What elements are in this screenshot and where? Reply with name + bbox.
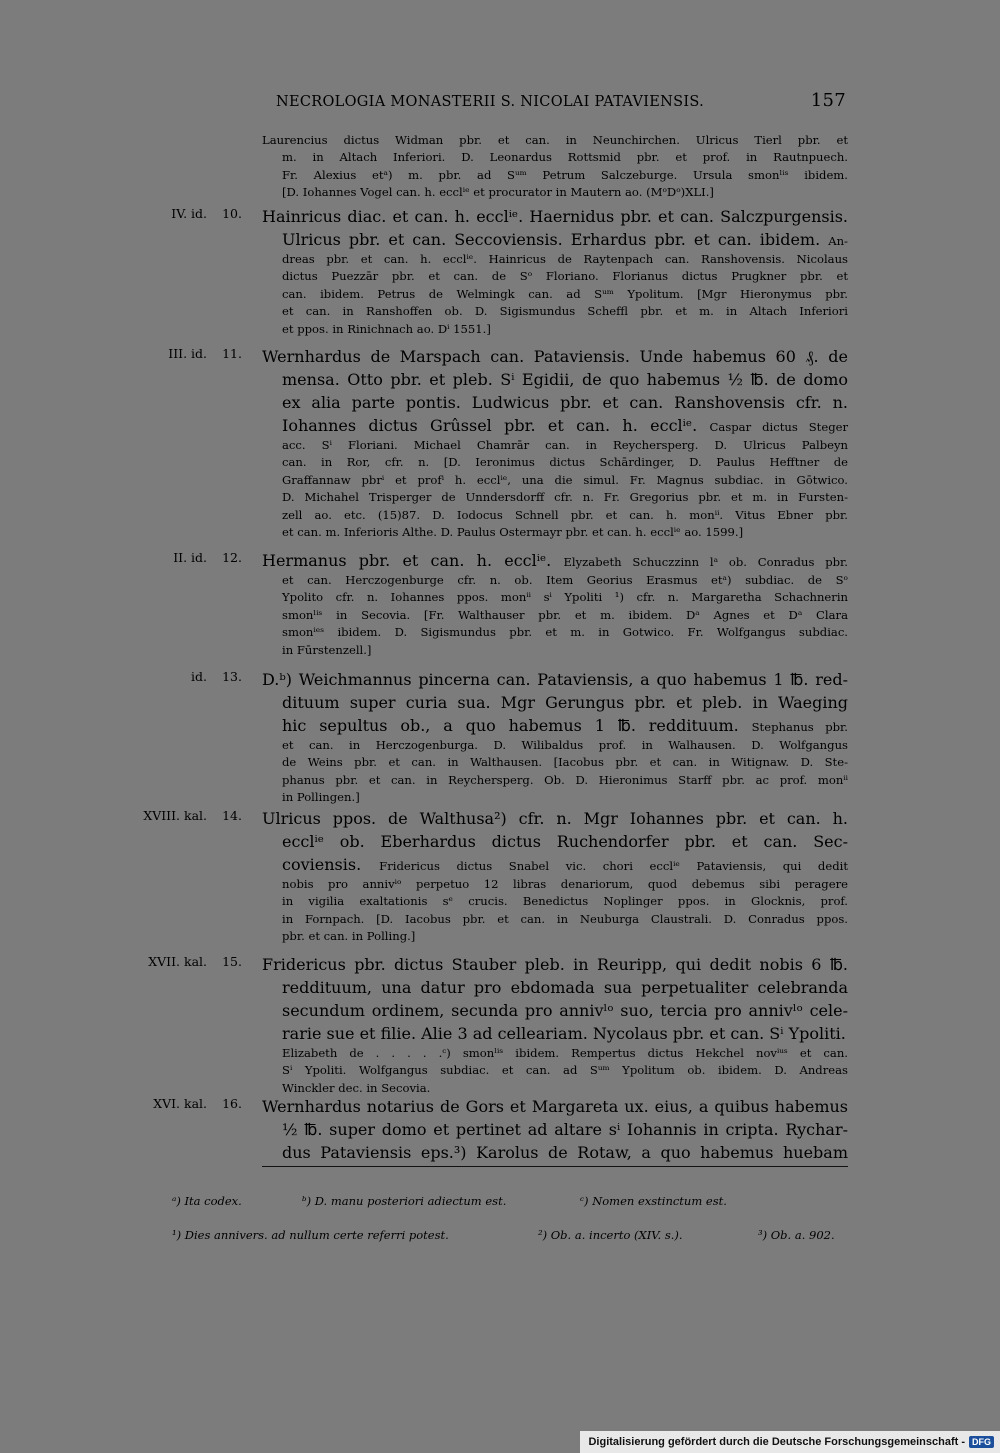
digitization-footer [580, 1431, 1000, 1453]
entry-line-secondary: m. in Altach Inferiori. D. Leonardus Rottsmid pbr. et prof. in Rautnpuech. [282, 150, 848, 165]
entry-date: XVIII. kal. [143, 808, 207, 823]
entry-line-secondary: Sⁱ Ypoliti. Wolfgangus subdiac. et can. ad Sᵘᵐ Ypolitum ob. ibidem. D. Andreas [282, 1063, 848, 1078]
entry-line-secondary: [D. Iohannes Vogel can. h. ecclⁱᵉ et procurator in Mautern ao. (MᵒDᵒ)XLI.] [282, 185, 714, 200]
entry-text [262, 549, 848, 659]
entry-day-number: 10. [222, 206, 242, 221]
entry-line-primary: Ulricus pbr. et can. Seccoviensis. Erhardus pbr. et can. ibidem. [282, 230, 821, 249]
entry-line-secondary: An- [828, 234, 848, 248]
entry-line-secondary: Fr. Alexius etᵃ) m. pbr. ad Sᵘᵐ Petrum Salczeburge. Ursula smonˡⁱˢ ibidem. [282, 167, 848, 182]
entry-line-primary: D.ᵇ) Weichmannus pincerna can. Pataviensis, a quo habemus 1 ℔. red- [262, 670, 848, 689]
entry-line-secondary: Elizabeth de . . . . .ᶜ) smonˡⁱˢ ibidem. Rempertus dictus Hekchel novⁱᵘˢ et can. [282, 1046, 848, 1060]
entry-day-number: 16. [222, 1096, 242, 1111]
entry-line-primary: Wernhardus de Marspach can. Pataviensis. Unde habemus 60 ₰. de [262, 347, 848, 366]
entry-text [262, 668, 848, 807]
entry-text [262, 345, 848, 541]
entry-line-secondary: et ppos. in Rinichnach ao. Dⁱ 1551.] [282, 321, 491, 336]
entry-line-primary: ecclⁱᵉ ob. Eberhardus dictus Ruchendorfer pbr. et can. Sec- [282, 832, 848, 851]
entry-line-primary: Iohannes dictus Grûssel pbr. et can. h. ecclⁱᵉ. [282, 416, 698, 435]
footnote-divider [262, 1166, 848, 1167]
entry-line-primary: reddituum, una datur pro ebdomada sua perpetualiter celebranda [282, 978, 848, 997]
entry-line-secondary: Fridericus dictus Snabel vic. chori ecclⁱᵉ Pataviensis, qui dedit [379, 859, 848, 873]
entry-text [262, 1095, 848, 1164]
entry-line-primary: dituum super curia sua. Mgr Gerungus pbr. et pleb. in Waeging [282, 693, 848, 712]
entry-line-secondary: can. in Ror, cfr. n. [D. Ieronimus dictus Schārdinger, D. Paulus Hefftner de [282, 455, 848, 470]
entry-date: id. [191, 669, 207, 684]
footnote-c: ᶜ) Nomen exstinctum est. [580, 1194, 727, 1208]
entry-line-secondary: et can. in Ranshoffen ob. D. Sigismundus Scheffl pbr. et m. in Altach Inferiori [282, 304, 848, 319]
entry-day-number: 15. [222, 954, 242, 969]
entry-date: XVII. kal. [148, 954, 207, 969]
entry-line-primary: secundum ordinem, secunda pro annivˡᵒ suo, tercia pro annivˡᵒ cele- [282, 1001, 848, 1020]
entry-line-secondary: Stephanus pbr. [751, 720, 848, 734]
dfg-logo: DFG [969, 1436, 994, 1448]
entry-line-primary: mensa. Otto pbr. et pleb. Sⁱ Egidii, de quo habemus ½ ℔. de domo [282, 370, 848, 389]
entry-day-number: 12. [222, 550, 242, 565]
entry-line-secondary: dreas pbr. et can. h. ecclⁱᵉ. Hainricus de Raytenpach can. Ranshovensis. Nicolaus [282, 252, 848, 266]
entry-date: III. id. [168, 346, 207, 361]
footnote-b: ᵇ) D. manu posteriori adiectum est. [302, 1194, 507, 1208]
entry-line-secondary: in Fūrstenzell.] [282, 642, 372, 657]
entry-line-secondary: D. Michahel Trisperger de Unndersdorff cfr. n. Fr. Gregorius pbr. et m. in Fursten- [282, 490, 848, 505]
entry-day-number: 11. [222, 346, 242, 361]
entry-line-secondary: Winckler dec. in Secovia. [282, 1080, 431, 1095]
footnote-a: ᵃ) Ita codex. [172, 1194, 242, 1208]
entry-line-primary: Hainricus diac. et can. h. ecclⁱᵉ. Haernidus pbr. et can. Salczpurgensis. [262, 207, 848, 226]
page-title: NECROLOGIA MONASTERII S. NICOLAI PATAVIENSIS. [276, 94, 705, 110]
entry-line-secondary: acc. Sⁱ Floriani. Michael Chamrār can. in Reychersperg. D. Ulricus Palbeyn [282, 438, 848, 452]
entry-line-primary: Hermanus pbr. et can. h. ecclⁱᵉ. [262, 551, 552, 570]
entry-line-secondary: in Fornpach. [D. Iacobus pbr. et can. in Neuburga Claustrali. D. Conradus ppos. [282, 911, 848, 926]
entry-line-secondary: in Pollingen.] [282, 790, 360, 805]
entry-line-secondary: et can. m. Inferioris Althe. D. Paulus Ostermayr pbr. et can. h. ecclⁱᵉ ao. 1599.] [282, 525, 744, 540]
entry-line-secondary: smonˡⁱˢ in Secovia. [Fr. Walthauser pbr. et m. ibidem. Dᵃ Agnes et Dᵃ Clara [282, 607, 848, 622]
entry-line-primary: Ulricus ppos. de Walthusa²) cfr. n. Mgr Iohannes pbr. et can. h. [262, 809, 848, 828]
entry-line-secondary: et can. in Herczogenburga. D. Wilibaldus prof. in Walhausen. D. Wolfgangus [282, 738, 848, 752]
entry-line-secondary: dictus Puezzār pbr. et can. de Sᵒ Floriano. Florianus dictus Prugkner pbr. et [282, 269, 848, 284]
entry-line-secondary: can. ibidem. Petrus de Welmingk can. ad Sᵘᵐ Ypolitum. [Mgr Hieronymus pbr. [282, 286, 848, 301]
entry-line-secondary: pbr. et can. in Polling.] [282, 929, 416, 944]
footer-text: Digitalisierung gefördert durch die Deutsche Forschungsgemeinschaft - [588, 1436, 965, 1448]
entry-day-number: 13. [222, 669, 242, 684]
entry-line-secondary: smonⁱᵉˢ ibidem. D. Sigismundus pbr. et m. in Gotwico. Fr. Wolfgangus subdiac. [282, 625, 848, 640]
entry-line-secondary: de Weins pbr. et can. in Walthausen. [Iacobus pbr. et can. in Witignaw. D. Ste- [282, 755, 848, 770]
page-number: 157 [810, 90, 846, 111]
entry-line-secondary: Graffannaw pbrⁱ et profⁱ h. ecclⁱᵉ, una die simul. Fr. Magnus subdiac. in Gōtwico. [282, 472, 848, 487]
entry-line-primary: ½ ℔. super domo et pertinet ad altare sⁱ Iohannis in cripta. Rychar- [282, 1120, 848, 1139]
entry-line-primary: hic sepultus ob., a quo habemus 1 ℔. reddituum. [282, 716, 739, 735]
entry-line-secondary: Elyzabeth Schuczzinn lᵃ ob. Conradus pbr. [563, 555, 848, 569]
entry-text [262, 953, 848, 1097]
entry-line-secondary: et can. Herczogenburge cfr. n. ob. Item Georius Erasmus etᵃ) subdiac. de Sᵒ [282, 573, 848, 587]
footnote-1: ¹) Dies annivers. ad nullum certe referri potest. [172, 1228, 449, 1242]
entry-line-primary: dus Pataviensis eps.³) Karolus de Rotaw, a quo habemus huebam [282, 1143, 848, 1162]
entry-line-primary: ex alia parte pontis. Ludwicus pbr. et can. Ranshovensis cfr. n. [282, 393, 848, 412]
entry-date: II. id. [173, 550, 207, 565]
entry-date: XVI. kal. [153, 1096, 207, 1111]
entry-line-secondary: in vigilia exaltationis sᵉ crucis. Benedictus Noplinger ppos. in Glocknis, prof. [282, 894, 848, 909]
entry-line-secondary: zell ao. etc. (15)87. D. Iodocus Schnell pbr. et can. h. monⁱⁱ. Vitus Ebner pbr. [282, 507, 848, 522]
entry-line-primary: rarie sue et filie. Alie 3 ad celleariam. Nycolaus pbr. et can. Sⁱ Ypoliti. [282, 1024, 846, 1043]
entry-line-secondary: nobis pro annivⁱᵒ perpetuo 12 libras denariorum, quod debemus sibi peragere [282, 877, 848, 891]
entry-day-number: 14. [222, 808, 242, 823]
entry-line-secondary: Caspar dictus Steger [709, 420, 849, 434]
entry-line-primary: coviensis. [282, 855, 362, 874]
entry-line-secondary: Laurencius dictus Widman pbr. et can. in Neunchirchen. Ulricus Tierl pbr. et [262, 133, 848, 147]
entry-line-primary: Fridericus pbr. dictus Stauber pleb. in Reuripp, qui dedit nobis 6 ℔. [262, 955, 848, 974]
entry-text [262, 807, 848, 946]
entry-line-secondary: Ypolito cfr. n. Iohannes ppos. monⁱⁱ sⁱ Ypoliti ¹) cfr. n. Margaretha Schachnerin [282, 590, 848, 605]
footnote-2: ²) Ob. a. incerto (XIV. s.). [538, 1228, 683, 1242]
entry-text [262, 132, 848, 202]
entry-line-primary: Wernhardus notarius de Gors et Margareta ux. eius, a quibus habemus [262, 1097, 848, 1116]
footnote-3: ³) Ob. a. 902. [758, 1228, 835, 1242]
entry-date: IV. id. [171, 206, 207, 221]
entry-line-secondary: phanus pbr. et can. in Reychersperg. Ob. D. Hieronimus Starff pbr. ac prof. monⁱⁱ [282, 772, 848, 787]
entry-text [262, 205, 848, 338]
